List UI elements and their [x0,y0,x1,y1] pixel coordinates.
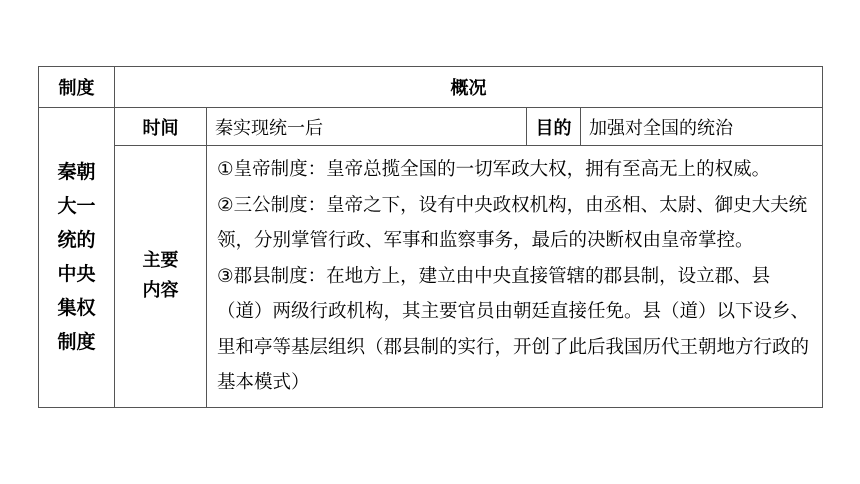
content-label-line: 内容 [142,280,179,302]
goal-value: 加强对全国的统治 [581,108,823,146]
category-line: 集权 [57,297,96,320]
content-label-line: 主要 [142,250,179,272]
content-row [39,146,823,408]
category-line: 秦朝 [57,161,96,184]
category-line: 制度 [57,331,96,354]
time-row [39,108,823,146]
category-cell [39,108,115,408]
category-line: 大一 [57,195,96,218]
category-line: 统的 [57,229,96,252]
header-overview: 概况 [115,67,823,108]
time-value: 秦实现统一后 [207,108,527,146]
category-line: 中央 [57,263,96,286]
header-row [39,67,823,108]
header-system: 制度 [39,67,115,108]
time-label: 时间 [115,108,207,146]
content-paragraph-commandery: ③郡县制度：在地方上，建立由中央直接管辖的郡县制，设立郡、县（道）两级行政机构，其主要官员由朝廷直接任免。县（道）以下设乡、里和亭等基层组织（郡县制的实行，开创了此后我国历代王朝地方行政的基本模式） [217,265,810,393]
content-paragraph-three-lords: ②三公制度：皇帝之下，设有中央政权机构，由丞相、太尉、御史大夫统领，分别掌管行政、军事和监察事务，最后的决断权由皇帝掌控。 [217,194,808,251]
content-paragraph-emperor: ①皇帝制度：皇帝总揽全国的一切军政大权，拥有至高无上的权威。 [217,159,771,180]
content-label-cell [115,146,207,408]
content-cell [207,146,823,408]
goal-label: 目的 [527,108,581,146]
institution-table [38,66,823,408]
